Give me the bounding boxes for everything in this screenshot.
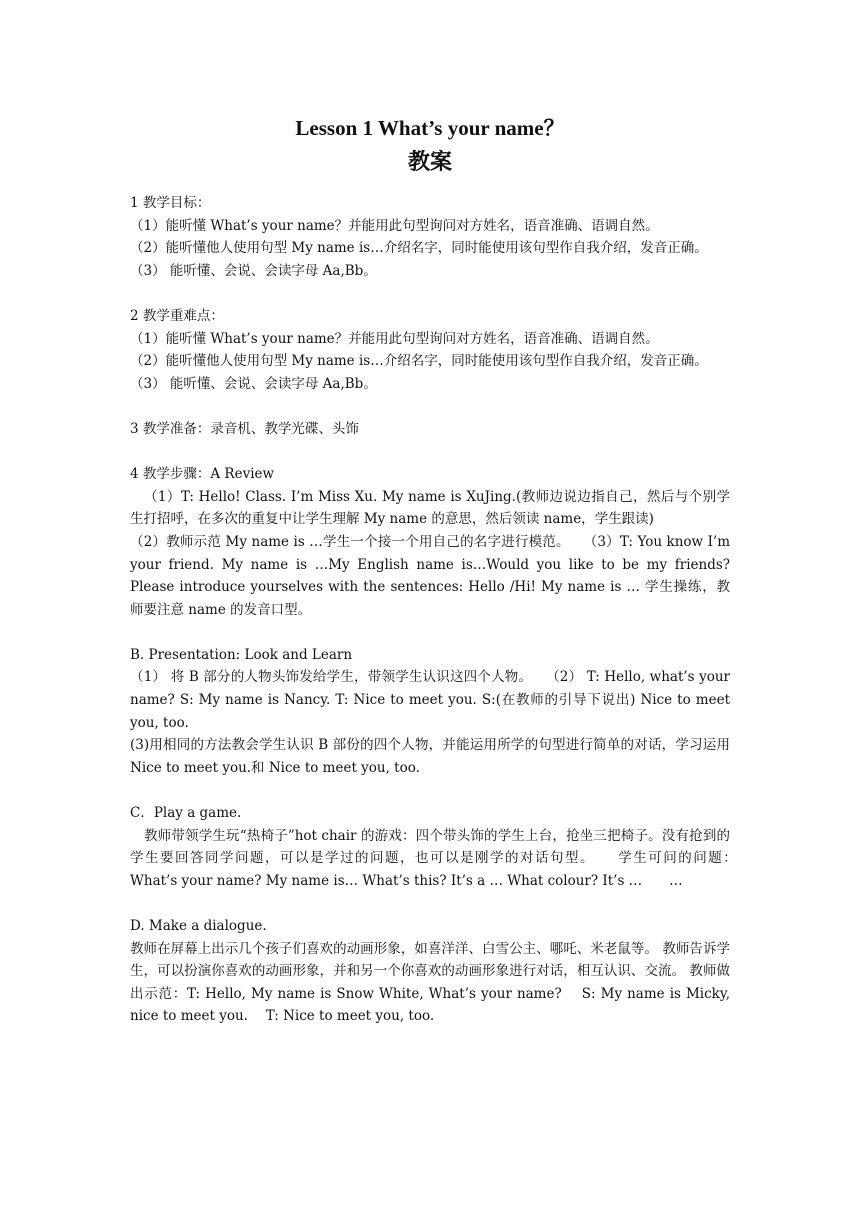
spacer [130,282,730,305]
review-paragraph: （2）教师示范 My name is …学生一个接一个用自己的名字进行模范。 （3）T: You know I’m your friend. My name is …My English name is…Would you like to be my friends? Please introduce yourselves with the sentences: Hello /Hi! My name is … 学生操练，教师要注意 name 的发音口型。 [130,533,730,618]
section-heading-dialogue: D. Make a dialogue. [130,918,267,934]
key-point-item: （1）能听懂 What’s your name？并能用此句型询问对方姓名，语音准确、语调自然。 [130,330,659,347]
dialogue-paragraph: 教师在屏幕上出示几个孩子们喜欢的动画形象，如喜洋洋、白雪公主、哪吒、米老鼠等。 教师告诉学生，可以扮演你喜欢的动画形象，并和另一个你喜欢的动画形象进行对话，相互认识、交流。 教师做出示范：T: Hello, My name is Snow White, What’s your name? S: My name is Micky, nice to meet you. T: Nice to meet you, too. [130,940,730,1025]
spacer [130,441,730,464]
presentation-paragraph: (3)用相同的方法教会学生认识 B 部份的四个人物，并能运用所学的句型进行简单的对话，学习运用 Nice to meet you.和 Nice to meet you, too. [130,737,730,776]
spacer [130,779,730,802]
section-heading-presentation: B. Presentation: Look and Learn [130,646,353,663]
section-heading-game: C．Play a game. [130,805,242,822]
spacer [130,621,730,644]
review-paragraph: （1）T: Hello! Class. I’m Miss Xu. My name is XuJing.(教师边说边指自己，然后与个别学生打招呼，在多次的重复中让学生理解 My name 的意思，然后领读 name，学生跟读) [130,488,730,528]
game-paragraph: 教师带领学生玩“热椅子”hot chair 的游戏：四个带头饰的学生上台，抢坐三把椅子。没有抢到的学生要回答同学问题，可以是学过的问题，也可以是刚学的对话句型。 学生可问的问题： What’s your name? My name is… What’s this? It’s a … What colour? It’s … … [130,827,771,889]
key-point-item: （3） 能听懂、会说、会读字母 Aa,Bb。 [130,375,377,392]
goal-item: （1）能听懂 What’s your name？并能用此句型询问对方姓名，语音准确、语调自然。 [130,217,659,234]
section-heading-goals: 1 教学目标： [130,195,211,211]
spacer [130,892,730,915]
key-point-item: （2）能听懂他人使用句型 My name is…介绍名字，同时能使用该句型作自我介绍，发音正确。 [130,353,708,370]
section-preparation: 3 教学准备：录音机、教学光碟、头饰 [130,420,359,437]
spacer [130,395,730,418]
document-subtitle: 教案 [407,150,452,175]
section-heading-key-points: 2 教学重难点： [130,307,224,324]
goal-item: （2）能听懂他人使用句型 My name is…介绍名字，同时能使用该句型作自我介绍，发音正确。 [130,240,708,257]
goal-item: （3） 能听懂、会说、会读字母 Aa,Bb。 [130,262,377,279]
document-title: Lesson 1 What’s your name？ [295,116,565,140]
section-heading-steps: 4 教学步骤：A Review [130,466,275,483]
presentation-paragraph: （1） 将 B 部分的人物头饰发给学生，带领学生认识这四个人物。 （2） T: Hello, what’s your name? S: My name is Nancy. T: Nice to meet you. S:(在教师的引导下说出) Nice to meet you, too. [130,669,730,731]
document-page [130,112,771,1028]
